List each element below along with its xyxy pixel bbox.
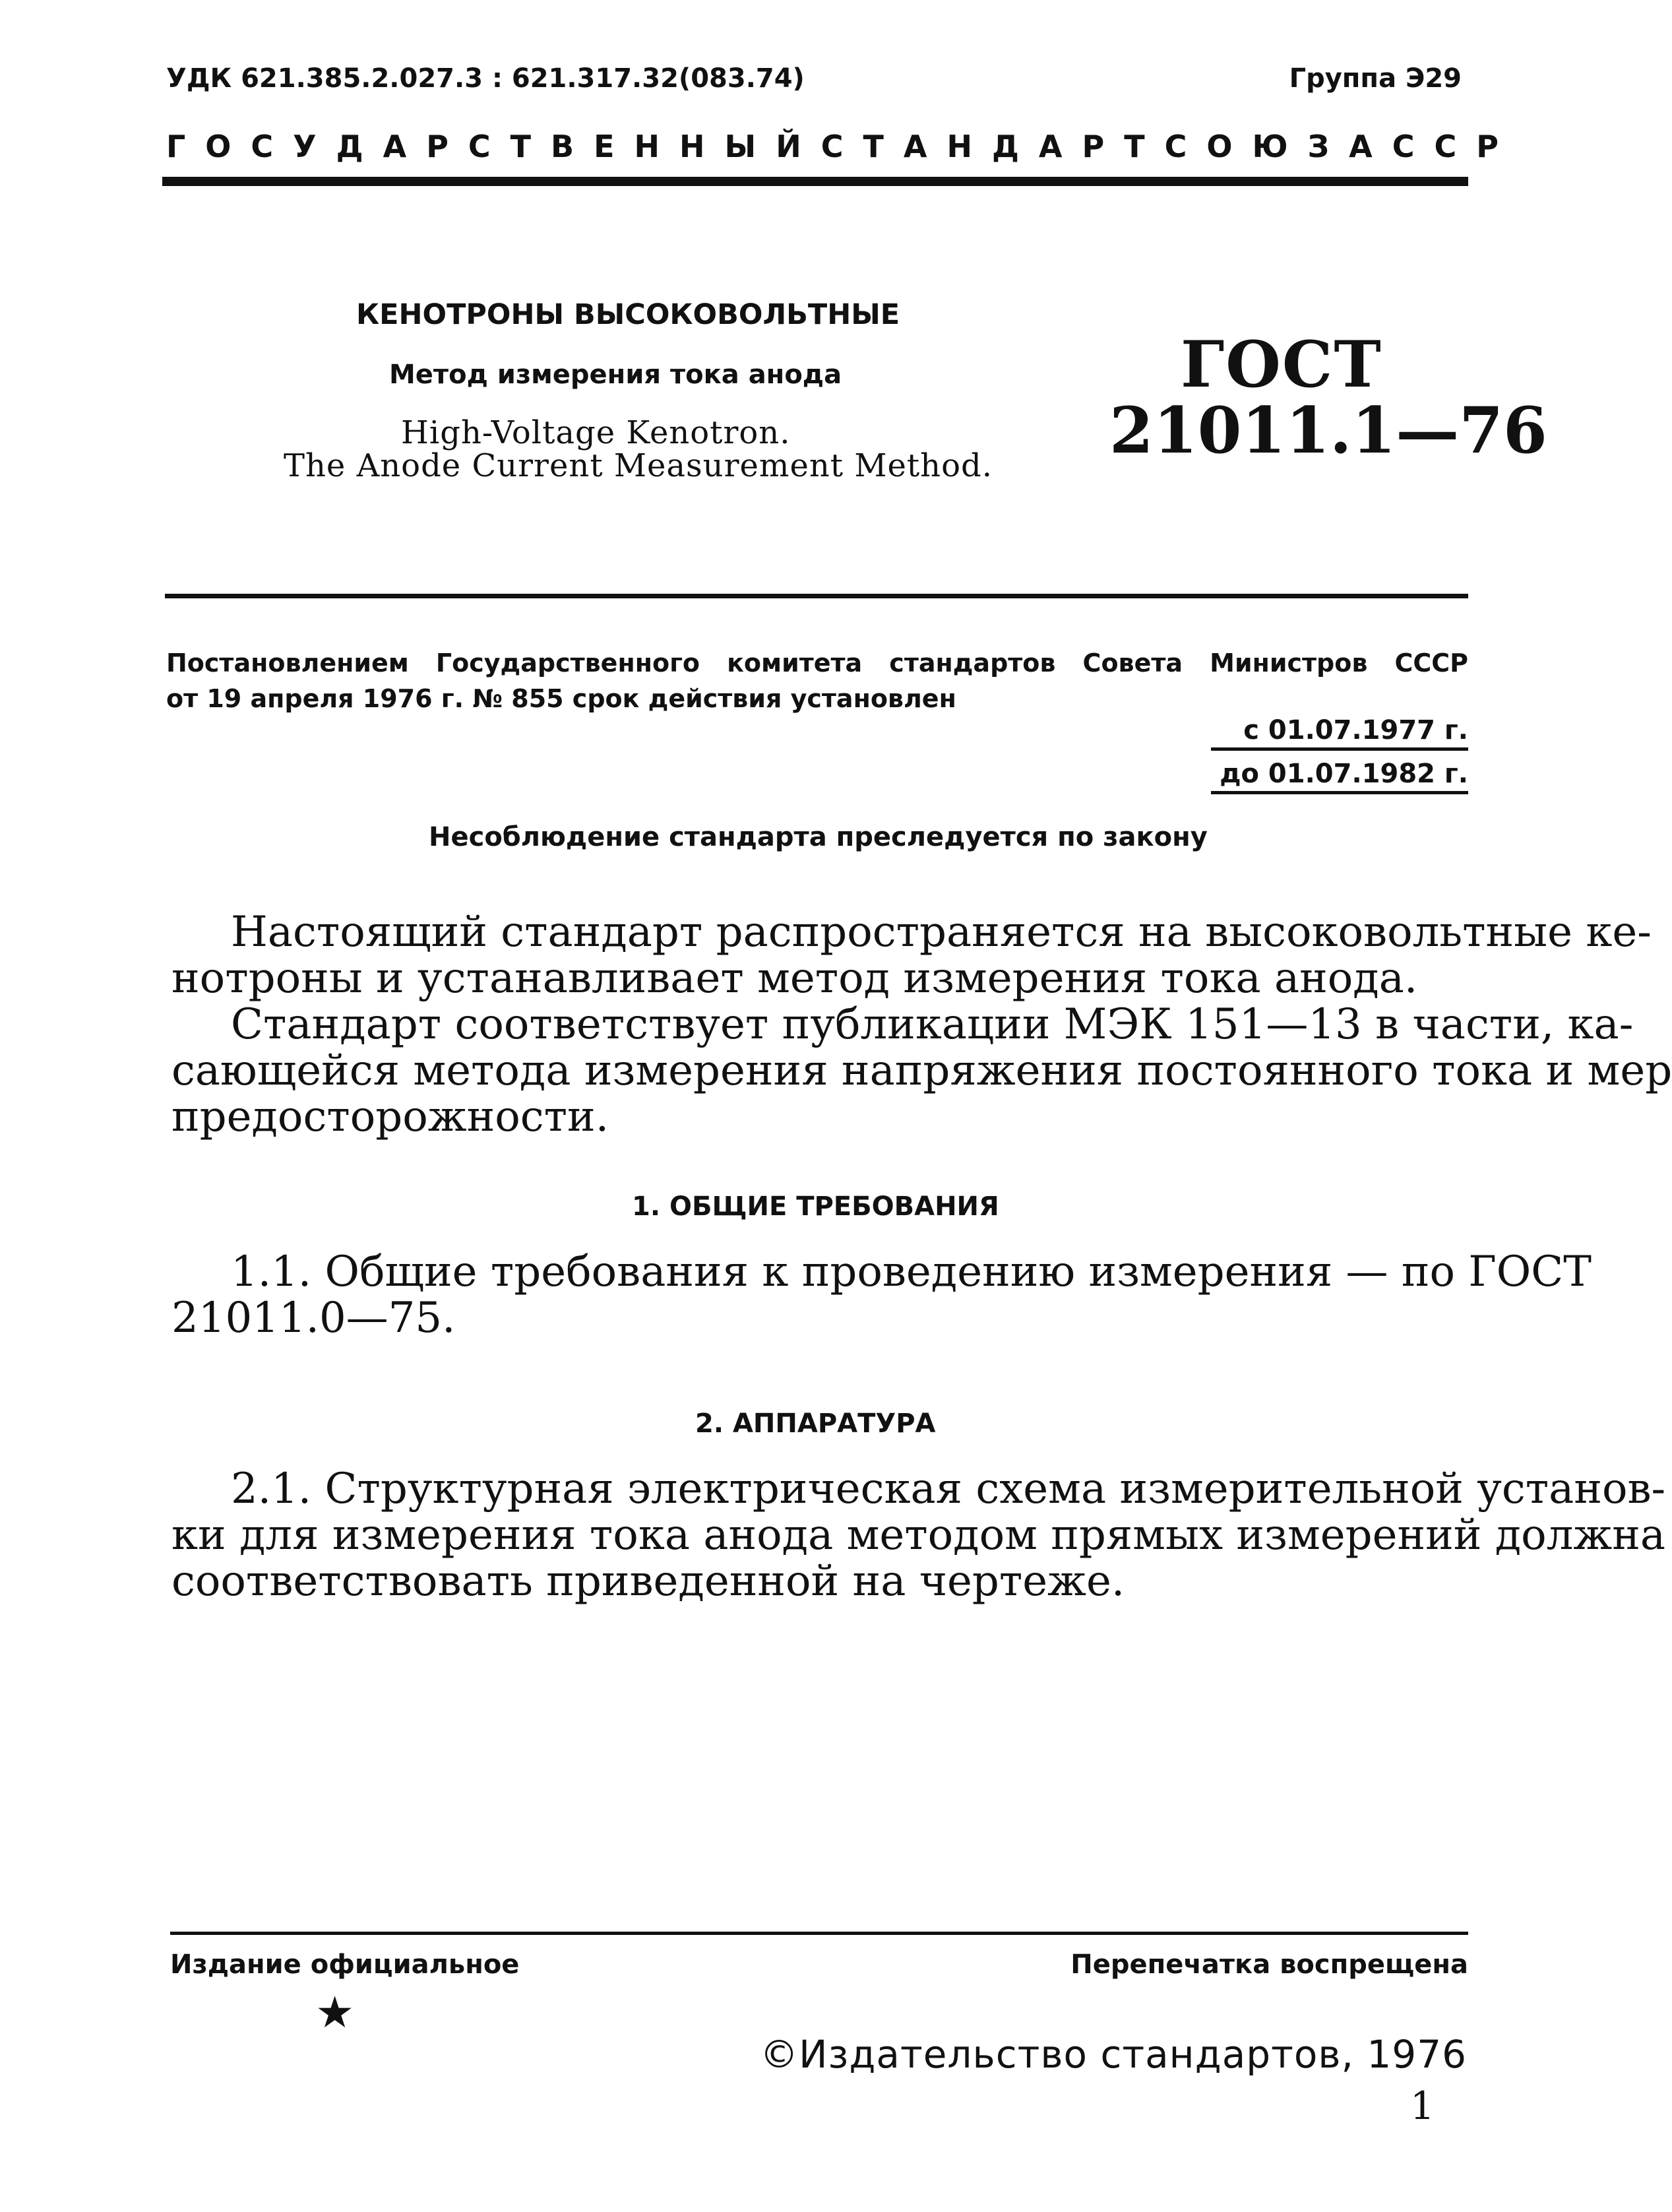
gost-label: ГОСТ	[1181, 327, 1382, 402]
reprint-prohibited: Перепечатка воспрещена	[1070, 1949, 1468, 1980]
copyright: ©Издательство стандартов, 1976	[760, 2032, 1467, 2077]
section-2-heading: 2. АППАРАТУРА	[695, 1408, 936, 1439]
intro-p1-line1: Настоящий стандарт распространяется на высоковольтные ке-	[231, 908, 1652, 957]
title-en-line2: The Anode Current Measurement Method.	[284, 447, 993, 484]
subtitle-ru: Метод измерения тока анода	[389, 360, 842, 390]
header-thick-rule	[162, 177, 1468, 186]
star-icon: ★	[315, 1987, 355, 2038]
intro-p2-line3: предосторожности.	[171, 1092, 609, 1141]
official-edition: Издание официальное	[170, 1949, 520, 1980]
valid-from-underline	[1211, 747, 1468, 751]
banner-word: СОЮЗА	[1164, 129, 1392, 164]
gost-number: 21011.1—76	[1109, 393, 1547, 468]
title-ru: КЕНОТРОНЫ ВЫСОКОВОЛЬТНЫЕ	[356, 298, 900, 331]
intro-p2-line2: сающейся метода измерения напряжения постоянного тока и мер	[171, 1046, 1672, 1095]
valid-to-underline	[1211, 791, 1468, 794]
state-standard-banner	[166, 129, 1518, 168]
banner-word: ССР	[1392, 129, 1518, 164]
valid-to-date: до 01.07.1982 г.	[1220, 759, 1468, 789]
section-2-line1: 2.1. Структурная электрическая схема измерительной установ-	[231, 1465, 1666, 1513]
banner-word: ГОСУДАРСТВЕННЫЙ	[166, 129, 821, 164]
page-number: 1	[1410, 2083, 1435, 2128]
title-separator-rule	[165, 594, 1468, 598]
footer-rule	[170, 1932, 1468, 1935]
section-1-heading: 1. ОБЩИЕ ТРЕБОВАНИЯ	[632, 1191, 999, 1222]
decree-line-2: от 19 апреля 1976 г. № 855 срок действия установлен	[166, 684, 956, 713]
group-code: Группа Э29	[1289, 63, 1462, 94]
intro-p1-line2: нотроны и устанавливает метод измерения тока анода.	[171, 954, 1418, 1003]
banner-word: СТАНДАРТ	[821, 129, 1165, 164]
decree-line-1: Постановлением Государственного комитета стандартов Совета Министров СССР	[166, 648, 1468, 678]
valid-from-date: с 01.07.1977 г.	[1243, 715, 1468, 745]
section-2-line3: соответствовать приведенной на чертеже.	[171, 1557, 1125, 1606]
intro-p2-line1: Стандарт соответствует публикации МЭК 151—13 в части, ка-	[231, 1000, 1634, 1049]
section-1-line2: 21011.0—75.	[171, 1294, 456, 1343]
section-1-line1: 1.1. Общие требования к проведению измерения — по ГОСТ	[231, 1248, 1592, 1296]
udk-code: УДК 621.385.2.027.3 : 621.317.32(083.74)	[166, 63, 805, 94]
section-2-line2: ки для измерения тока анода методом прямых измерений должна	[171, 1511, 1666, 1560]
law-warning: Несоблюдение стандарта преследуется по закону	[429, 822, 1208, 852]
title-en-line1: High-Voltage Kenotron.	[401, 414, 791, 451]
